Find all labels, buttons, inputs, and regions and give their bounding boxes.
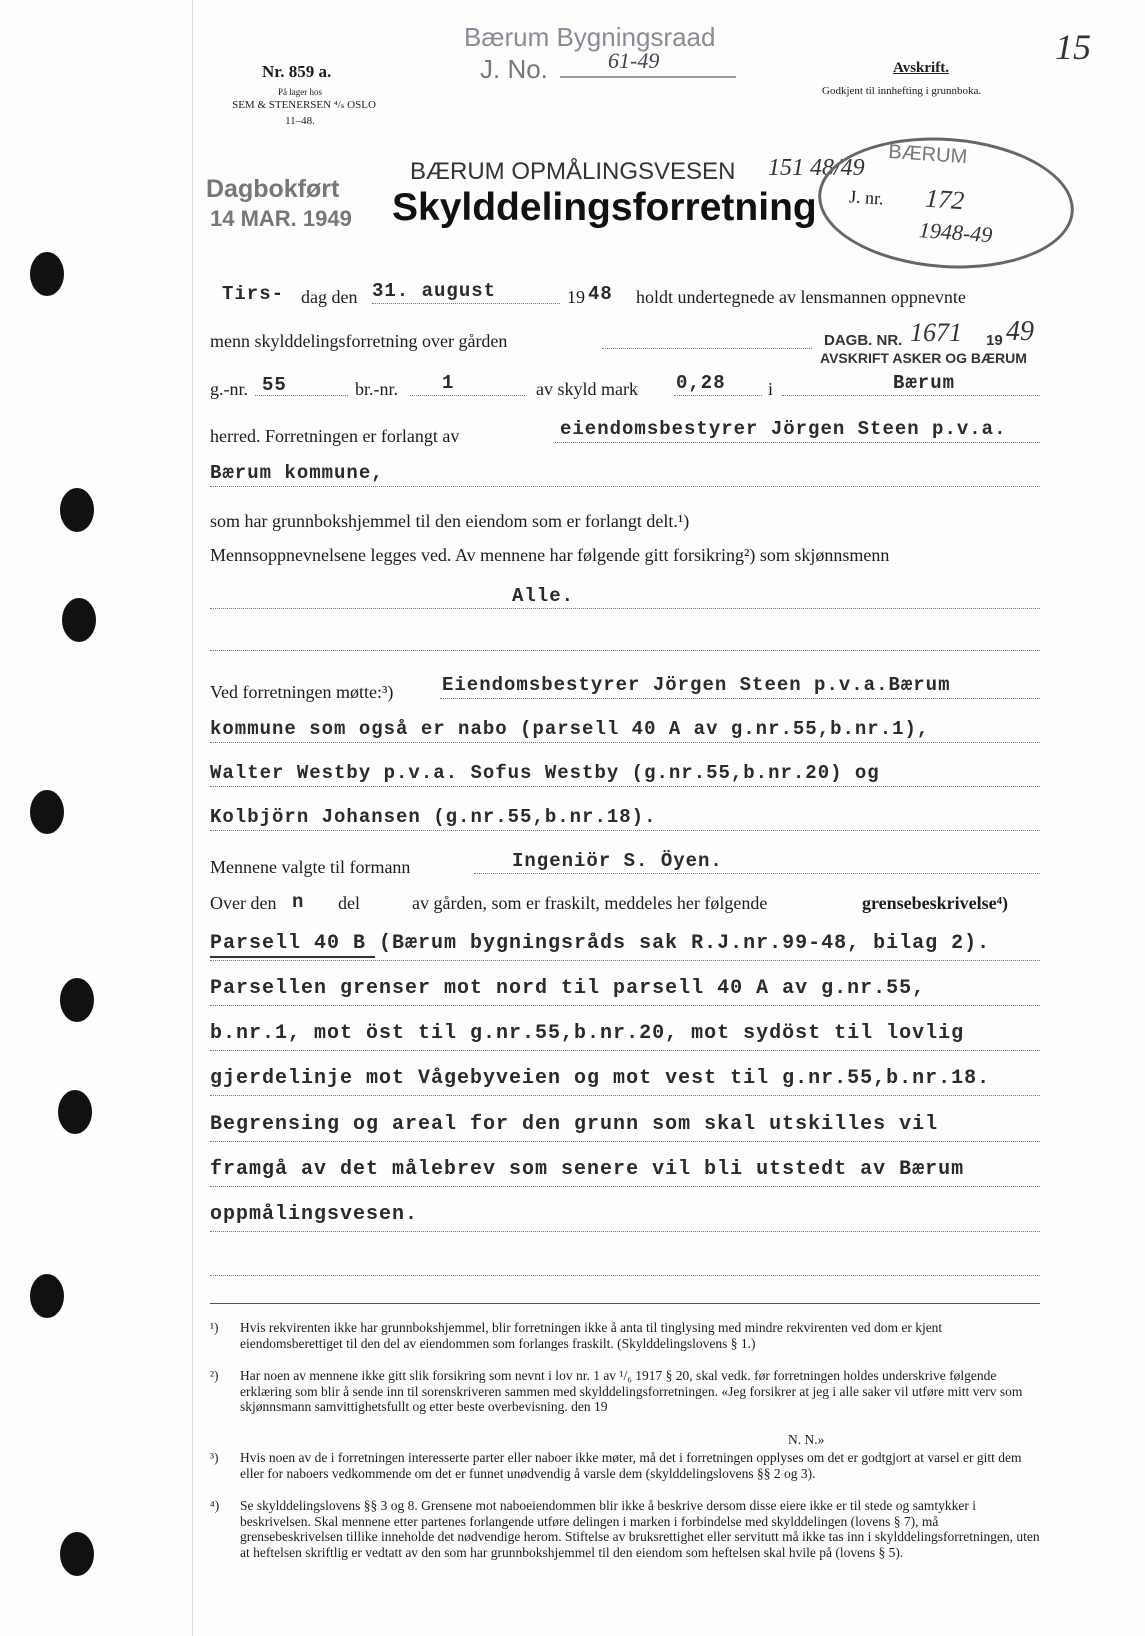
binder-hole [30, 790, 64, 834]
gnr-value: 55 [262, 374, 287, 396]
footnote-number: ²) [210, 1368, 219, 1383]
binder-hole [62, 598, 96, 642]
publisher-line-3: 11–48. [285, 115, 315, 127]
attendee-rule [210, 742, 1040, 743]
form-number: Nr. 859 a. [262, 62, 332, 81]
journal-label: J. No. [480, 54, 548, 84]
kommune-value: Bærum [893, 372, 956, 394]
attendee-rule [210, 830, 1040, 831]
godkjent-text: Godkjent til innhefting i grunnboka. [822, 85, 982, 97]
avskrift-heading: Avskrift. [893, 60, 949, 76]
herred-text: herred. Forretningen er forlangt av [210, 426, 460, 446]
dagb-label: DAGB. NR. [824, 332, 903, 349]
formann-label: Mennene valgte til formann [210, 857, 411, 877]
attendee-line: Walter Westby p.v.a. Sofus Westby (g.nr.55,b.nr.20) og [210, 762, 880, 784]
attendee-line: Kolbjörn Johansen (g.nr.55,b.nr.18). [210, 806, 657, 828]
description-rule [210, 1005, 1040, 1006]
description-rule [210, 1186, 1040, 1187]
year-value: 48 [588, 283, 613, 305]
requester-line-2: Bærum kommune, [210, 462, 384, 484]
footnote-text: Hvis rekvirenten ikke har grunnbokshjemmel, blir forretningen ikke å anta til tinglysing med mindre rekvirenten ved dom er kjent eiendomsberettiget til den del av eiendommen som forlanges fraskilt. (Skylddelingslovens § 1.) [240, 1320, 943, 1351]
seal-top: BÆRUM [887, 140, 968, 169]
dag-den-label: dag den [301, 287, 358, 307]
grunnbok-text: som har grunnbokshjemmel til den eiendom som er forlangt delt.¹) [210, 511, 690, 531]
page-number: 15 [1055, 27, 1091, 67]
description-line: Parsellen grenser mot nord til parsell 40 A av g.nr.55, [210, 977, 926, 1000]
seal-year: 1948-49 [918, 217, 994, 248]
brnr-value: 1 [442, 372, 455, 394]
binder-hole [60, 978, 94, 1022]
formann-rule [474, 873, 1040, 874]
footnote-text: Hvis noen av de i forretningen interesserte parter eller naboer ikke møter, må det i forretningen opplyses om det er godtgjort at varsel er gitt dem eller for naboers vedkommende om det er funnet unødvendig å varsle dem (skylddelingslovens §§ 2 og 3). [240, 1450, 1022, 1481]
year-prefix: 19 [567, 287, 585, 307]
binder-hole [60, 488, 94, 532]
journal-rule [560, 76, 736, 78]
footnote-text: Se skylddelingslovens §§ 3 og 8. Grensene mot naboeiendommen blir ikke å beskrive dersom disse eiere ikke er til stede og samtykker i beskrivelsen. Skal mennene etter partenes forlangende utføre delingen i marken i forbindelse med skylddelingen (lovens § 7), må grensebeskrivelsen tillike inneholde det nødvendige herom. Stiftelse av bruksrettighet eller servitutt må ikke tas inn i skylddelingsforretningen, uten at heftelsen skriftlig er vedtatt av den som har grunnbokshjemmel til den eiendom som heftelsen skal hvile på (lovens § 5). [240, 1498, 1040, 1560]
office-stamp: BÆRUM OPMÅLINGSVESEN [410, 158, 736, 185]
footnote-number: ⁴) [210, 1498, 220, 1513]
attendee-line: Eiendomsbestyrer Jörgen Steen p.v.a.Bærum [442, 674, 951, 696]
description-rule [210, 1050, 1040, 1051]
description-rule [210, 960, 1040, 961]
footnote-number: ³) [210, 1450, 219, 1465]
footnote [210, 1432, 1040, 1448]
skyld-rule [674, 395, 762, 396]
brnr-label: br.-nr. [355, 379, 398, 399]
footnote [210, 1368, 1040, 1415]
menn-text: menn skylddelingsforretning over gården [210, 331, 508, 351]
footnote-text: N. N.» [788, 1432, 825, 1447]
attendee-line: kommune som også er nabo (parsell 40 A av g.nr.55,b.nr.1), [210, 718, 930, 740]
kommune-rule [782, 395, 1040, 396]
grense-label: grensebeskrivelse⁴) [862, 893, 1009, 913]
binder-hole [30, 252, 64, 296]
dagb-value: 1671 [910, 318, 962, 347]
holdt-text: holdt undertegnede av lensmannen oppnevnte [636, 287, 966, 307]
i-label: i [768, 379, 774, 399]
date-value: 31. august [372, 280, 497, 302]
seal-jnr-label: J. nr. [848, 186, 885, 209]
bygningsraad-stamp: Bærum Bygningsraad [464, 22, 716, 52]
description-line: Parsell 40 B (Bærum bygningsråds sak R.J.nr.99-48, bilag 2). [210, 932, 991, 955]
description-rule [210, 1231, 1040, 1232]
mote-label: Ved forretningen møtte:³) [210, 682, 394, 702]
publisher-line-2: SEM & STENERSEN ⁴/ₛ OSLO [232, 99, 376, 111]
document-title: Skylddelingsforretning [392, 186, 817, 229]
margin-line [192, 0, 193, 1636]
date-rule [372, 303, 560, 304]
skyld-label: av skyld mark [536, 379, 638, 399]
binder-hole [30, 1274, 64, 1318]
day-value: Tirs- [222, 283, 285, 305]
footnote-separator [210, 1303, 1040, 1304]
requester-line-1: eiendomsbestyrer Jörgen Steen p.v.a. [560, 418, 1007, 440]
description-rule [210, 1095, 1040, 1096]
forsikring-rule-2 [210, 650, 1040, 651]
parsell-underline [210, 956, 375, 958]
description-line: framgå av det målebrev som senere vil bli utstedt av Bærum [210, 1158, 965, 1181]
footnote [210, 1320, 1040, 1351]
gnr-rule [255, 395, 348, 396]
journal-value: 61-49 [608, 48, 660, 73]
description-line: Begrensing og areal for den grunn som skal utskilles vil [210, 1113, 939, 1136]
description-line: oppmålingsvesen. [210, 1203, 419, 1226]
dagbokfort-date: 14 MAR. 1949 [210, 206, 352, 231]
mennsopp-text: Mennsoppnevnelsene legges ved. Av mennene har følgende gitt forsikring²) som skjønnsmenn [210, 545, 890, 565]
avskrift-stamp: AVSKRIFT ASKER OG BÆRUM [820, 350, 1027, 366]
description-rule [210, 1141, 1040, 1142]
footnote-number: ¹) [210, 1320, 219, 1335]
footnote [210, 1498, 1040, 1560]
description-line: gjerdelinje mot Vågebyveien og mot vest til g.nr.55,b.nr.18. [210, 1067, 991, 1090]
dagb-year: 49 [1006, 316, 1034, 347]
requester-rule-1 [555, 442, 1040, 443]
over-label: Over den [210, 893, 277, 913]
binder-hole [60, 1532, 94, 1576]
del-label: del [338, 893, 360, 913]
binder-hole [58, 1090, 92, 1134]
formann-value: Ingeniör S. Öyen. [512, 850, 723, 872]
publisher-line-1: På lager hos [278, 87, 322, 97]
forsikring-value: Alle. [512, 585, 575, 607]
forsikring-rule-1 [210, 608, 1040, 609]
brnr-rule [410, 395, 525, 396]
over-n: n [292, 891, 305, 913]
footnote-text: Har noen av mennene ikke gitt slik forsikring som nevnt i lov nr. 1 av ¹/₆ 1917 § 20, skal vedk. før forretningen holdes underskrive følgende erklæring som blir å sende inn til sorenskriveren sammen med skylddelingsforretningen. «Jeg forsikrer at jeg i alle saker vil utføre mitt verv som skjønnsmann samvittighetsfullt og etter beste overbevisning. den 19 [240, 1368, 1023, 1414]
dagb-year-prefix: 19 [986, 332, 1003, 349]
garden-rule [602, 348, 812, 349]
municipal-seal [814, 129, 1078, 277]
dagbokfort-label: Dagbokført [206, 175, 340, 203]
attendee-rule [440, 698, 1040, 699]
attendee-rule [210, 786, 1040, 787]
skyld-value: 0,28 [676, 372, 726, 394]
seal-jnr-value: 172 [924, 183, 966, 216]
description-line: b.nr.1, mot öst til g.nr.55,b.nr.20, mot sydöst til lovlig [210, 1022, 965, 1045]
office-reference: 151 48/49 [768, 155, 865, 181]
description-rule [210, 1275, 1040, 1276]
gnr-label: g.-nr. [210, 379, 248, 399]
garden-text: av gården, som er fraskilt, meddeles her følgende [412, 893, 768, 913]
footnote [210, 1450, 1040, 1481]
requester-rule-2 [210, 486, 1040, 487]
